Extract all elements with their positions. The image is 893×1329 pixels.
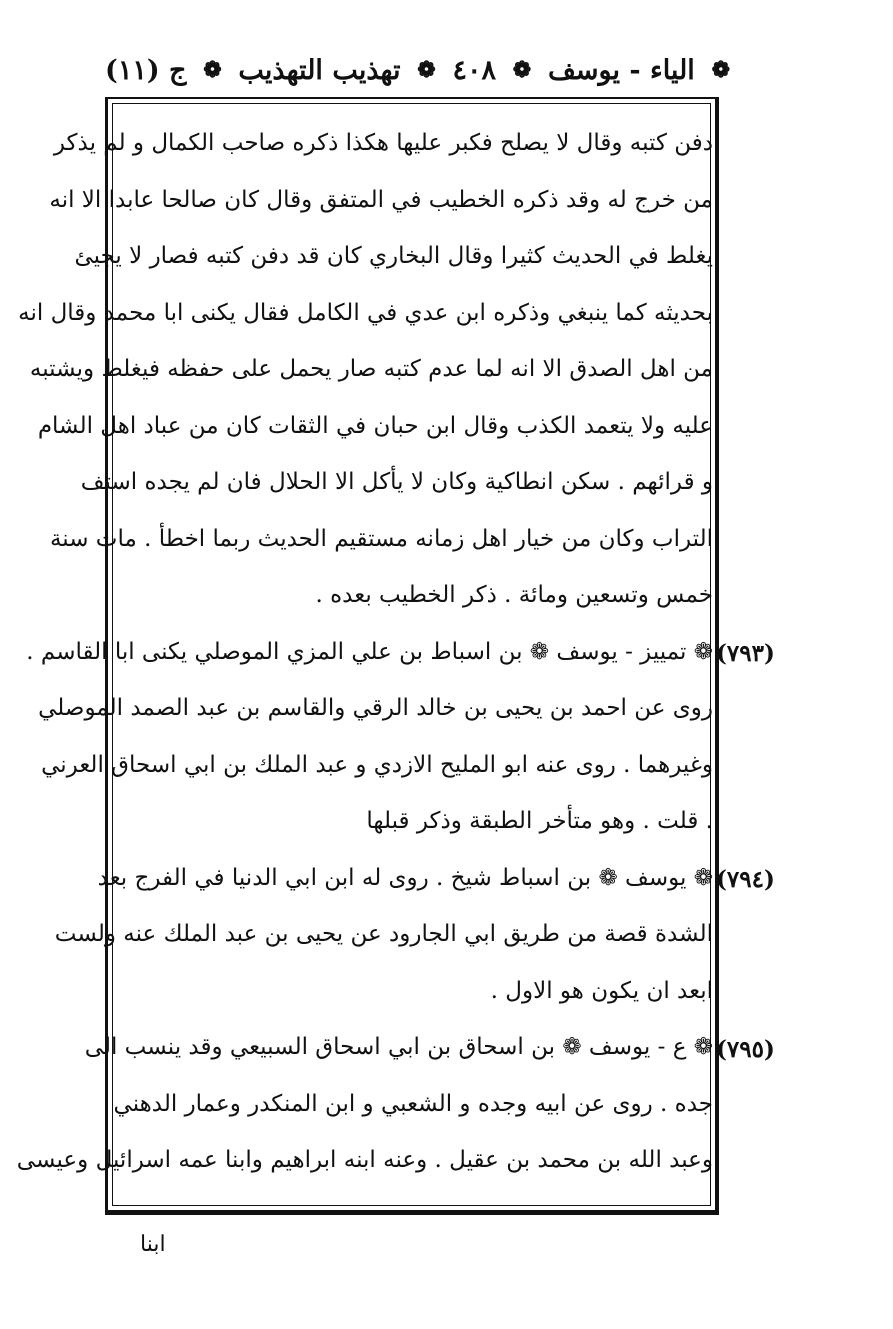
header-section: الياء - يوسف <box>547 54 695 86</box>
text-line: من اهل الصدق الا انه لما عدم كتبه صار يحمل على حفظه فيغلط ويشتبه <box>29 356 713 382</box>
text-line: و قرائهم . سكن انطاكية وكان لا يأكل الا الحلال فان لم يجده استف <box>80 469 713 495</box>
ornament-icon: ❁ <box>512 57 532 83</box>
ornament-icon: ❁ <box>711 57 730 83</box>
text-line: يغلط في الحديث كثيرا وقال البخاري كان قد دفن كتبه فصار لا يجيئ <box>74 243 713 269</box>
text-line: من خرج له وقد ذكره الخطيب في المتفق وقال كان صالحا عابدا الا انه <box>49 186 713 213</box>
ornament-icon: ❁ <box>417 57 436 83</box>
entry-line: ❁ ع - يوسف ❁ بن اسحاق بن ابي اسحاق السبيعي وقد ينسب الى <box>84 1034 713 1060</box>
text-line: عليه ولا يتعمد الكذب وقال ابن حبان في الثقات كان من عباد اهل الشام <box>37 412 713 439</box>
text-line: خمس وتسعين ومائة . ذكر الخطيب بعده . <box>315 582 713 608</box>
header-book-title: تهذيب التهذيب <box>238 54 401 86</box>
entry-line: ابعد ان يكون هو الاول . <box>490 977 713 1004</box>
catchword: ابنا <box>140 1232 166 1257</box>
text-line: دفن كتبه وقال لا يصلح فكبر عليها هكذا ذكره صاحب الكمال و لم يذكر <box>53 130 713 156</box>
entry-line: وعبد الله بن محمد بن عقيل . وعنه ابنه ابراهيم وابنا عمه اسرائيل وعيسى <box>16 1147 713 1173</box>
entry-number: (٧٩٣) <box>716 640 775 667</box>
ornament-icon: ❁ <box>203 57 222 83</box>
text-line: بحديثه كما ينبغي وذكره ابن عدي في الكامل فقال يكنى ابا محمد وقال انه <box>18 299 713 326</box>
entry-line: روى عن احمد بن يحيى بن خالد الرقي والقاسم بن عبد الصمد الموصلي <box>38 695 713 721</box>
text-line: التراب وكان من خيار اهل زمانه مستقيم الحديث ربما اخطأ . مات سنة <box>49 525 713 552</box>
entry-line: جده . روى عن ابيه وجده و الشعبي و ابن المنكدر وعمار الدهني <box>113 1090 713 1117</box>
entry-line: ❁ تمييز - يوسف ❁ بن اسباط بن علي المزي الموصلي يكنى ابا القاسم . <box>26 638 713 665</box>
header-volume: ج (١١) <box>105 54 187 86</box>
entry-line: ❁ يوسف ❁ بن اسباط شيخ . روى له ابن ابي الدنيا في الفرج بعد <box>97 864 713 891</box>
entry-number: (٧٩٥) <box>716 1036 775 1063</box>
entry-line: الشدة قصة من طريق ابي الجارود عن يحيى بن عبد الملك عنه ولست <box>54 921 713 947</box>
page-body <box>16 115 713 1189</box>
header-page-number: ٤٠٨ <box>452 54 496 86</box>
entry-number: (٧٩٤) <box>716 866 775 893</box>
page-header <box>105 48 730 92</box>
entry-line: وغيرهما . روى عنه ابو المليح الازدي و عبد الملك بن ابي اسحاق العرني <box>41 751 713 778</box>
entry-line: . قلت . وهو متأخر الطبقة وذكر قبلها <box>366 808 713 834</box>
